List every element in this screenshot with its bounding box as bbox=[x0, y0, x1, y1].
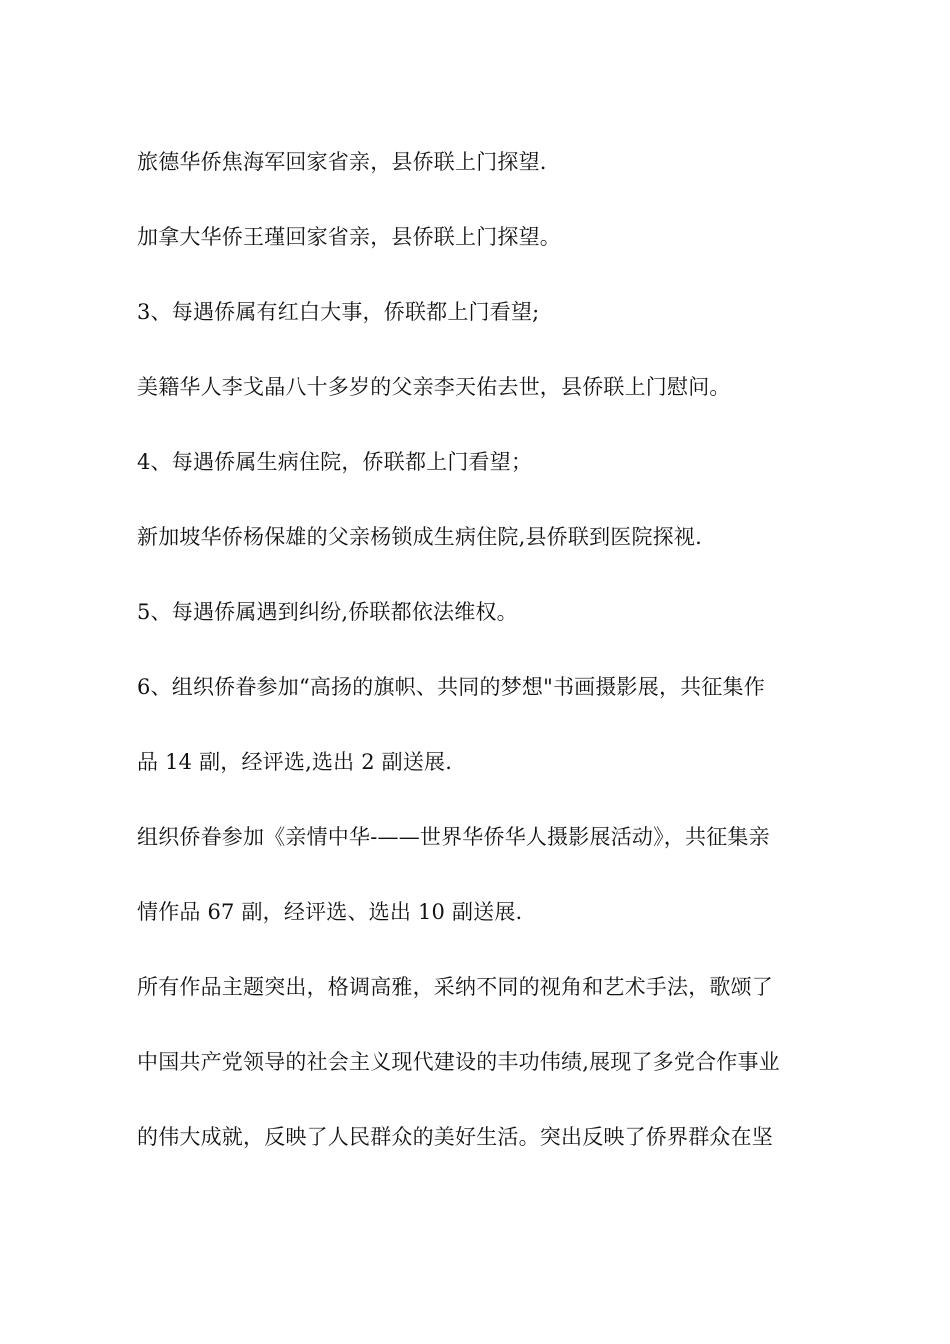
paragraph-line: 所有作品主题突出，格调高雅，采纳不同的视角和艺术手法，歌颂了 bbox=[137, 975, 773, 999]
paragraph-line: 新加坡华侨杨保雄的父亲杨锁成生病住院,县侨联到医院探视. bbox=[137, 525, 702, 549]
paragraph-line: 3、每遇侨属有红白大事，侨联都上门看望; bbox=[137, 300, 540, 324]
paragraph-line: 的伟大成就，反映了人民群众的美好生活。突出反映了侨界群众在坚 bbox=[137, 1125, 773, 1149]
paragraph-line: 5、每遇侨属遇到纠纷,侨联都依法维权。 bbox=[137, 600, 518, 624]
paragraph-line: 组织侨眷参加《亲情中华-——世界华侨华人摄影展活动》，共征集亲 bbox=[137, 825, 770, 849]
paragraph-line: 中国共产党领导的社会主义现代建设的丰功伟绩,展现了多党合作事业 bbox=[137, 1050, 780, 1074]
paragraph-line: 加拿大华侨王瑾回家省亲，县侨联上门探望。 bbox=[137, 225, 561, 249]
paragraph-line: 品 14 副，经评选,选出 2 副送展. bbox=[137, 750, 453, 774]
paragraph-line: 4、每遇侨属生病住院，侨联都上门看望； bbox=[137, 450, 533, 474]
paragraph-line: 美籍华人李戈晶八十多岁的父亲李天佑去世，县侨联上门慰问。 bbox=[137, 375, 731, 399]
paragraph-line: 6、组织侨眷参加“高扬的旗帜、共同的梦想"书画摄影展，共征集作 bbox=[137, 675, 765, 699]
paragraph-line: 旅德华侨焦海军回家省亲，县侨联上门探望. bbox=[137, 150, 547, 174]
paragraph-line: 情作品 67 副，经评选、选出 10 副送展. bbox=[137, 900, 523, 924]
